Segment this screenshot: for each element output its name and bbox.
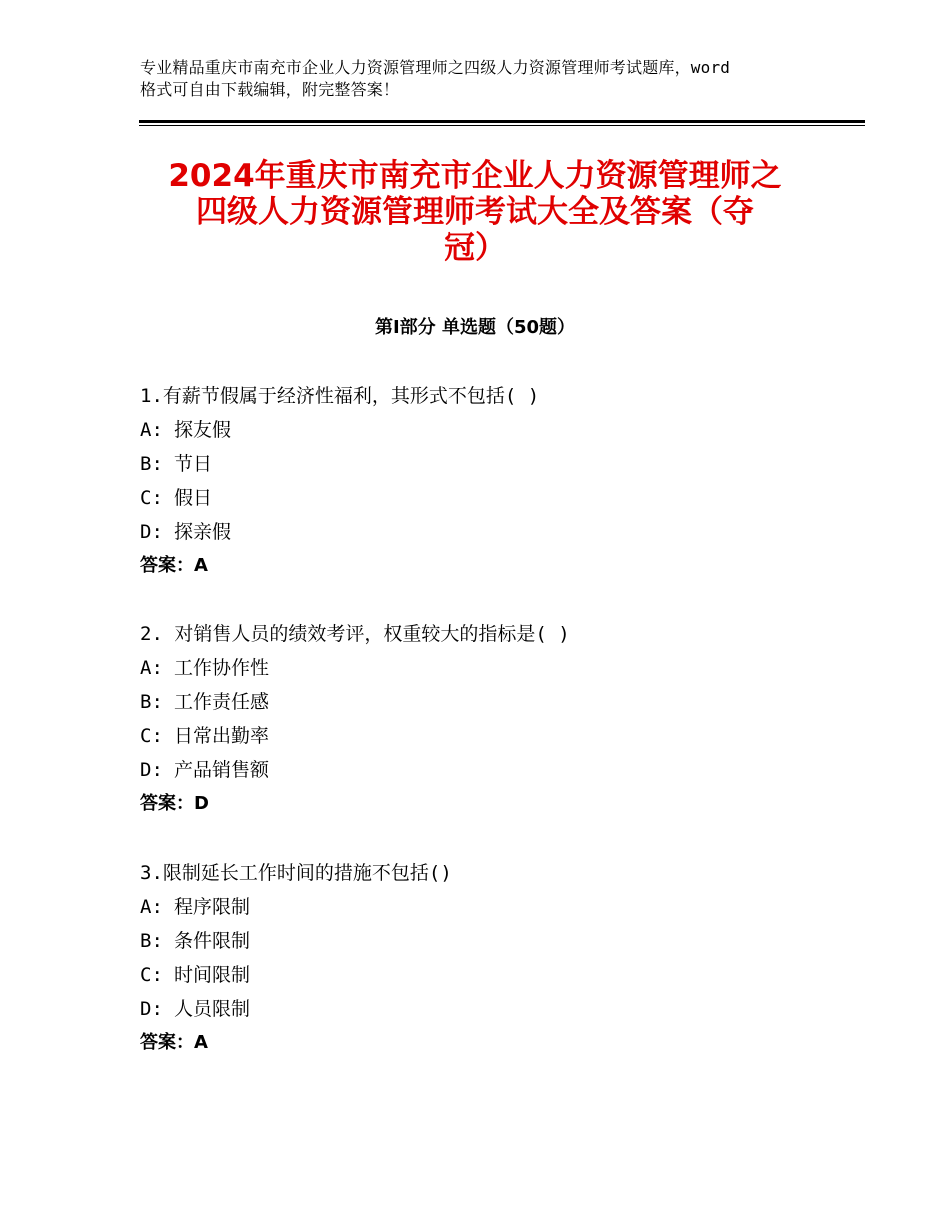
option-letter: B: bbox=[140, 930, 163, 952]
option-text: 条件限制 bbox=[174, 930, 251, 952]
option-letter: D: bbox=[140, 521, 163, 543]
option-letter: A: bbox=[140, 657, 163, 679]
option-d bbox=[140, 758, 840, 792]
option-c bbox=[140, 963, 840, 997]
option-letter: D: bbox=[140, 759, 163, 781]
option-text: 人员限制 bbox=[174, 998, 251, 1020]
option-b bbox=[140, 690, 840, 724]
option-letter: C: bbox=[140, 487, 163, 509]
document-title-line: 冠） bbox=[444, 230, 506, 266]
question-stem: 1.有薪节假属于经济性福利，其形式不包括( ) bbox=[140, 385, 540, 407]
document-title-line: 四级人力资源管理师考试大全及答案（夺 bbox=[196, 194, 754, 230]
option-text: 探友假 bbox=[174, 419, 232, 441]
header-note-line: 专业精品重庆市南充市企业人力资源管理师之四级人力资源管理师考试题库，word bbox=[140, 58, 731, 77]
question-stem: 3.限制延长工作时间的措施不包括() bbox=[140, 862, 452, 884]
answer-line: 答案：A bbox=[140, 1032, 208, 1053]
option-text: 探亲假 bbox=[174, 521, 232, 543]
question-block bbox=[140, 861, 840, 1065]
option-text: 工作责任感 bbox=[174, 691, 270, 713]
section-title: 第Ⅰ部分 单选题（50题） bbox=[374, 317, 575, 338]
option-c bbox=[140, 486, 840, 520]
header-divider-thick bbox=[139, 120, 865, 123]
option-c bbox=[140, 724, 840, 758]
header-divider-thin bbox=[139, 125, 865, 126]
option-text: 节日 bbox=[174, 453, 213, 475]
option-d bbox=[140, 520, 840, 554]
question-block bbox=[140, 622, 840, 826]
option-a bbox=[140, 895, 840, 929]
question-block bbox=[140, 384, 840, 588]
option-letter: D: bbox=[140, 998, 163, 1020]
option-letter: C: bbox=[140, 725, 163, 747]
answer-line: 答案：A bbox=[140, 555, 208, 576]
option-letter: A: bbox=[140, 896, 163, 918]
option-letter: A: bbox=[140, 419, 163, 441]
document-title bbox=[100, 158, 850, 266]
option-letter: C: bbox=[140, 964, 163, 986]
option-b bbox=[140, 929, 840, 963]
option-d bbox=[140, 997, 840, 1031]
option-letter: B: bbox=[140, 453, 163, 475]
answer-line: 答案：D bbox=[140, 793, 209, 814]
option-text: 时间限制 bbox=[174, 964, 251, 986]
option-a bbox=[140, 418, 840, 452]
option-b bbox=[140, 452, 840, 486]
document-title-line: 2024年重庆市南充市企业人力资源管理师之 bbox=[168, 158, 782, 194]
option-text: 产品销售额 bbox=[174, 759, 270, 781]
question-stem: 2. 对销售人员的绩效考评，权重较大的指标是( ) bbox=[140, 623, 570, 645]
header-note bbox=[140, 57, 840, 101]
option-text: 假日 bbox=[174, 487, 213, 509]
header-note-line: 格式可自由下载编辑，附完整答案！ bbox=[140, 80, 400, 99]
option-letter: B: bbox=[140, 691, 163, 713]
option-a bbox=[140, 656, 840, 690]
option-text: 程序限制 bbox=[174, 896, 251, 918]
option-text: 日常出勤率 bbox=[174, 725, 270, 747]
option-text: 工作协作性 bbox=[174, 657, 270, 679]
